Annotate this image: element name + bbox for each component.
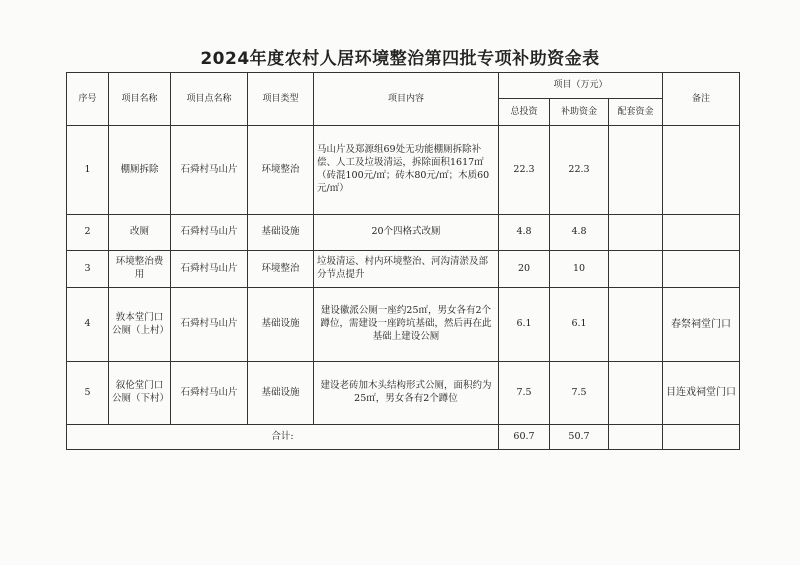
cell-matching xyxy=(609,126,663,215)
cell-subsidy: 4.8 xyxy=(550,215,609,251)
header-row xyxy=(67,73,740,99)
cell-type: 基础设施 xyxy=(248,215,314,251)
cell-site: 石舜村马山片 xyxy=(171,288,248,362)
totals-total: 60.7 xyxy=(499,425,550,450)
cell-total: 6.1 xyxy=(499,288,550,362)
header-type: 项目类型 xyxy=(248,73,314,126)
cell-site: 石舜村马山片 xyxy=(171,251,248,288)
page-title: 2024年度农村人居环境整治第四批专项补助资金表 xyxy=(200,49,600,69)
cell-remarks: 目连戏祠堂门口 xyxy=(663,362,740,425)
cell-type: 环境整治 xyxy=(248,126,314,215)
header-subsidy: 补助资金 xyxy=(550,99,609,126)
header-content: 项目内容 xyxy=(314,73,499,126)
cell-seq: 1 xyxy=(67,126,109,215)
table-row xyxy=(67,126,740,215)
cell-matching xyxy=(609,251,663,288)
cell-seq: 5 xyxy=(67,362,109,425)
cell-name: 环境整治费用 xyxy=(109,251,171,288)
totals-label: 合计: xyxy=(67,425,499,450)
cell-content: 20个四格式改厕 xyxy=(314,215,499,251)
cell-content: 建设老砖加木头结构形式公厕，面积约为25㎡，男女各有2个蹲位 xyxy=(314,362,499,425)
table-row xyxy=(67,215,740,251)
cell-total: 20 xyxy=(499,251,550,288)
subsidy-table xyxy=(66,72,740,450)
cell-subsidy: 22.3 xyxy=(550,126,609,215)
header-total: 总投资 xyxy=(499,99,550,126)
cell-type: 基础设施 xyxy=(248,362,314,425)
table-row xyxy=(67,288,740,362)
cell-site: 石舜村马山片 xyxy=(171,215,248,251)
totals-subsidy: 50.7 xyxy=(550,425,609,450)
cell-site: 石舜村马山片 xyxy=(171,126,248,215)
cell-type: 基础设施 xyxy=(248,288,314,362)
header-name: 项目名称 xyxy=(109,73,171,126)
table-row xyxy=(67,362,740,425)
cell-name: 叙伦堂门口公厕（下村） xyxy=(109,362,171,425)
cell-subsidy: 7.5 xyxy=(550,362,609,425)
cell-total: 4.8 xyxy=(499,215,550,251)
cell-remarks: 春祭祠堂门口 xyxy=(663,288,740,362)
cell-matching xyxy=(609,215,663,251)
header-site: 项目点名称 xyxy=(171,73,248,126)
header-project-group: 项目（万元） xyxy=(499,73,663,99)
cell-matching xyxy=(609,288,663,362)
table-row xyxy=(67,251,740,288)
cell-total: 7.5 xyxy=(499,362,550,425)
cell-matching xyxy=(609,362,663,425)
cell-remarks xyxy=(663,215,740,251)
cell-remarks xyxy=(663,251,740,288)
cell-content: 马山片及郑源组69处无功能棚厕拆除补偿、人工及垃圾清运，拆除面积1617㎡（砖混100元/㎡；砖木80元/㎡；木质60元/㎡） xyxy=(314,126,499,215)
cell-name: 棚厕拆除 xyxy=(109,126,171,215)
cell-remarks xyxy=(663,126,740,215)
cell-content: 建设徽派公厕一座约25㎡，男女各有2个蹲位，需建设一座跨坑基础，然后再在此基础上建设公厕 xyxy=(314,288,499,362)
cell-subsidy: 10 xyxy=(550,251,609,288)
cell-total: 22.3 xyxy=(499,126,550,215)
cell-name: 敦本堂门口公厕（上村） xyxy=(109,288,171,362)
header-remarks: 备注 xyxy=(663,73,740,126)
cell-site: 石舜村马山片 xyxy=(171,362,248,425)
cell-seq: 2 xyxy=(67,215,109,251)
cell-seq: 4 xyxy=(67,288,109,362)
totals-row xyxy=(67,425,740,450)
cell-name: 改厕 xyxy=(109,215,171,251)
cell-content: 垃圾清运、村内环境整治、河沟清淤及部分节点提升 xyxy=(314,251,499,288)
totals-matching xyxy=(609,425,663,450)
header-seq: 序号 xyxy=(67,73,109,126)
header-matching: 配套资金 xyxy=(609,99,663,126)
cell-type: 环境整治 xyxy=(248,251,314,288)
cell-seq: 3 xyxy=(67,251,109,288)
cell-subsidy: 6.1 xyxy=(550,288,609,362)
totals-remarks xyxy=(663,425,740,450)
